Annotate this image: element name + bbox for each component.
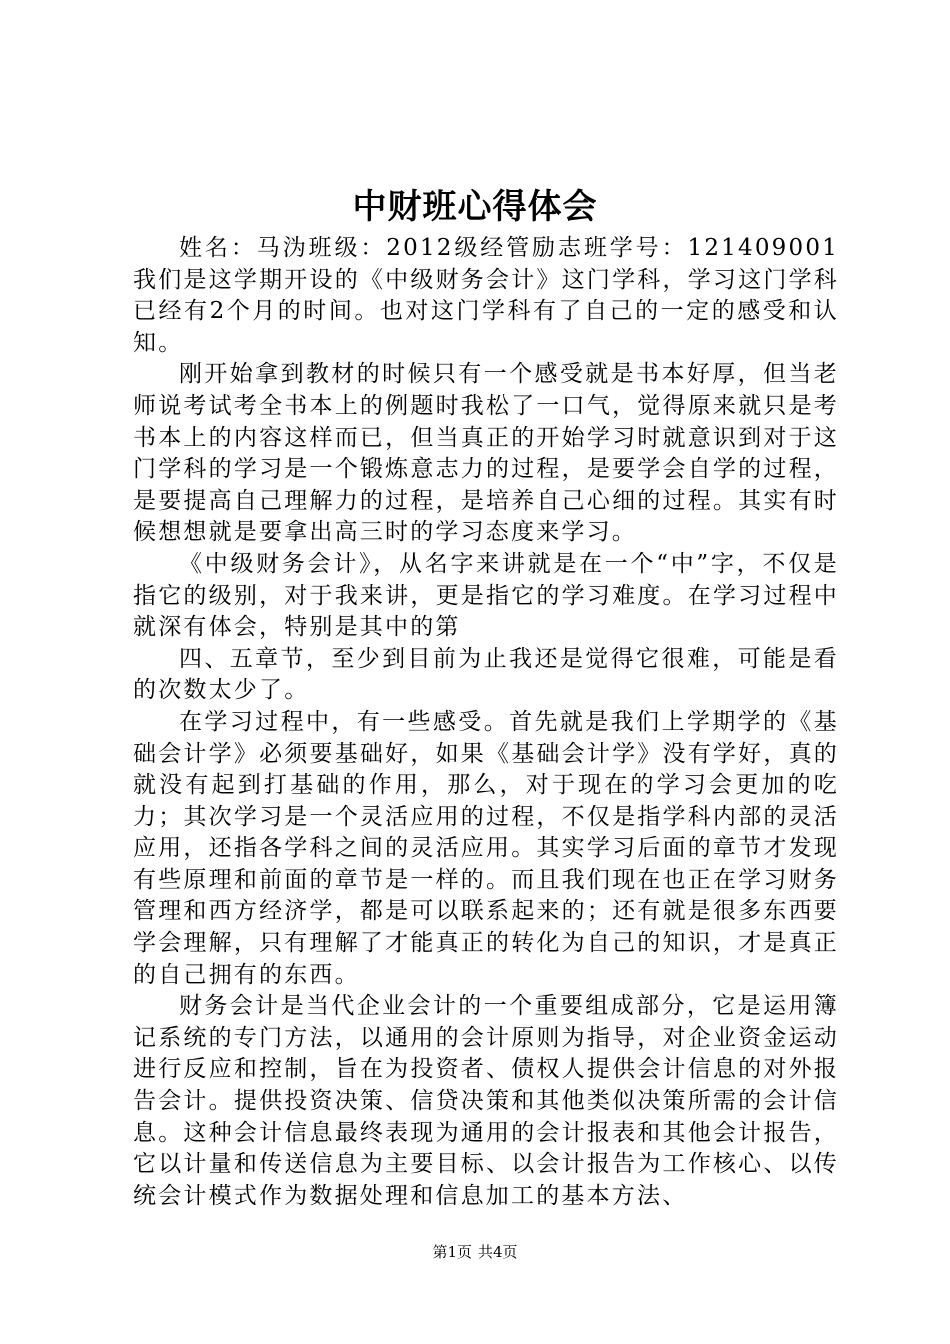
document-title: 中财班心得体会 bbox=[352, 187, 598, 227]
page-number-total: 共4页 bbox=[478, 1243, 518, 1261]
paragraph-6: 财务会计是当代企业会计的一个重要组成部分，它是运用簿记系统的专门方法，以通用的会计原则为指导，对企业资金运动进行反应和控制，旨在为投资者、债权人提供会计信息的对外报告会计。提供投资决策、信贷决策和其他类似决策所需的会计信息。这种会计信息最终表现为通用的会计报表和其他会计报告，它以计量和传送信息为主要目标、以会计报告为工作核心、以传统会计模式作为数据处理和信息加工的基本方法、 bbox=[133, 993, 839, 1209]
paragraph-4: 四、五章节，至少到目前为止我还是觉得它很难，可能是看的次数太少了。 bbox=[133, 645, 839, 704]
page-footer bbox=[0, 1242, 950, 1262]
paragraph-3: 《中级财务会计》，从名字来讲就是在一个“中”字，不仅是指它的级别，对于我来讲，更是指它的学习难度。在学习过程中就深有体会，特别是其中的第 bbox=[133, 550, 839, 641]
page-number-current: 第1页 bbox=[432, 1243, 472, 1261]
paragraph-2: 刚开始拿到教材的时候只有一个感受就是书本好厚，但当老师说考试考全书本上的例题时我松了一口气，觉得原来就只是考书本上的内容这样而已，但当真正的开始学习时就意识到对于这门学科的学习是一个锻炼意志力的过程，是要学会自学的过程，是要提高自己理解力的过程，是培养自己心细的过程。其实有时候想想就是要拿出高三时的学习态度来学习。 bbox=[133, 361, 839, 546]
paragraph-5: 在学习过程中，有一些感受。首先就是我们上学期学的《基础会计学》必须要基础好，如果《基础会计学》没有学好，真的就没有起到打基础的作用，那么，对于现在的学习会更加的吃力；其次学习是一个灵活应用的过程，不仅是指学科内部的灵活应用，还指各学科之间的灵活应用。其实学习后面的章节才发现有些原理和前面的章节是一样的。而且我们现在也正在学习财务管理和西方经济学，都是可以联系起来的；还有就是很多东西要学会理解，只有理解了才能真正的转化为自己的知识，才是真正的自己拥有的东西。 bbox=[133, 708, 839, 988]
paragraph-1: 姓名：马沩班级：2012级经管励志班学号：121409001我们是这学期开设的《中级财务会计》这门学科，学习这门学科已经有2个月的时间。也对这门学科有了自己的一定的感受和认知。 bbox=[133, 235, 839, 356]
document-body bbox=[133, 233, 839, 1212]
